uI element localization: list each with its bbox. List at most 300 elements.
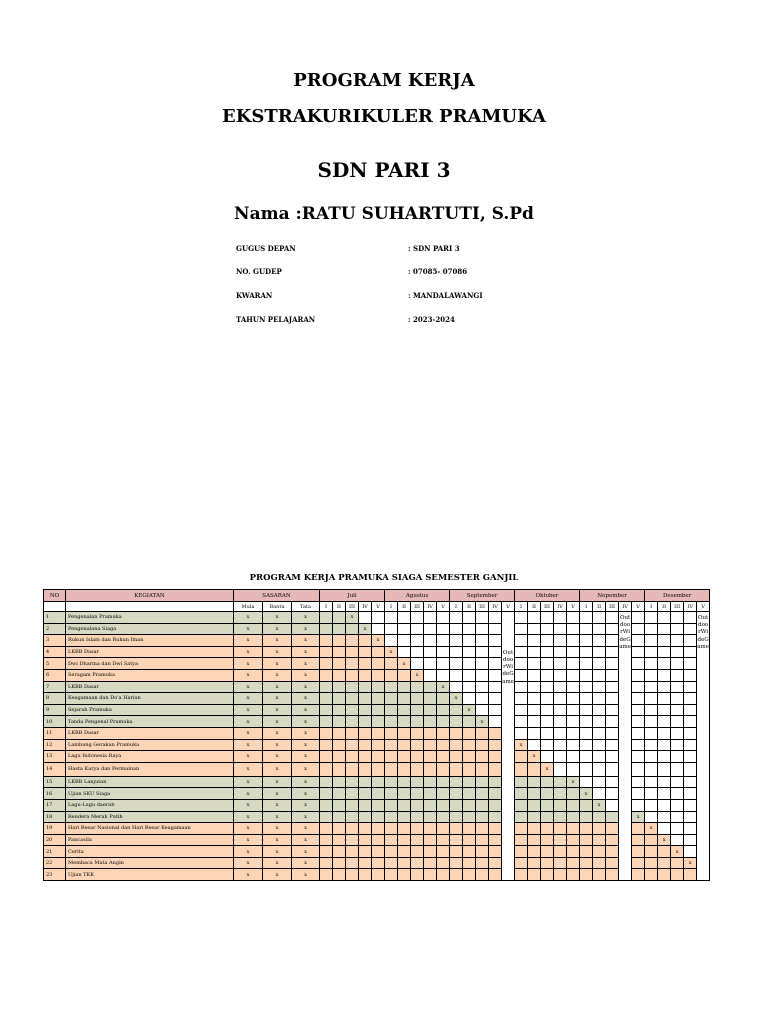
week-cell	[632, 869, 645, 881]
week-cell	[593, 612, 606, 624]
table-row	[44, 776, 710, 788]
week-cell	[541, 857, 554, 869]
row-target-mark: x	[292, 846, 320, 858]
week-cell	[658, 799, 671, 811]
week-cell	[333, 658, 346, 670]
row-target-mark: x	[234, 788, 263, 800]
week-cell	[645, 669, 658, 681]
week-cell	[411, 799, 424, 811]
week-cell	[398, 612, 411, 624]
row-target-mark: x	[263, 669, 292, 681]
table-row	[44, 646, 710, 658]
week-cell	[671, 681, 684, 693]
week-cell	[671, 646, 684, 658]
row-target-mark: x	[263, 635, 292, 647]
week-cell	[606, 799, 619, 811]
row-number: 8	[44, 693, 66, 705]
week-cell	[450, 834, 463, 846]
week-cell	[450, 869, 463, 881]
row-target-mark: x	[234, 846, 263, 858]
header-month: Agustus	[385, 590, 450, 602]
week-mark: x	[346, 612, 359, 624]
week-cell	[333, 646, 346, 658]
row-target-mark: x	[234, 623, 263, 635]
week-cell	[359, 635, 372, 647]
row-number: 21	[44, 846, 66, 858]
week-cell	[320, 834, 333, 846]
week-cell	[580, 681, 593, 693]
week-cell	[359, 823, 372, 835]
week-cell	[385, 635, 398, 647]
week-cell	[528, 681, 541, 693]
week-cell	[372, 857, 385, 869]
header-week: I	[645, 602, 658, 612]
row-activity: Lambang Gerakan Pramuka	[66, 739, 234, 751]
week-cell	[333, 681, 346, 693]
row-activity: Membaca Mata Angin	[66, 857, 234, 869]
week-cell	[346, 669, 359, 681]
week-cell	[515, 646, 528, 658]
week-cell	[554, 623, 567, 635]
week-cell	[359, 788, 372, 800]
week-cell	[424, 846, 437, 858]
table-row	[44, 612, 710, 624]
week-cell	[437, 693, 450, 705]
week-cell	[372, 776, 385, 788]
week-cell	[333, 869, 346, 881]
week-cell	[385, 739, 398, 751]
week-cell	[424, 823, 437, 835]
week-cell	[528, 727, 541, 739]
week-cell	[593, 716, 606, 728]
header-month: September	[450, 590, 515, 602]
week-cell	[528, 669, 541, 681]
week-cell	[320, 623, 333, 635]
week-cell	[476, 623, 489, 635]
week-cell	[554, 727, 567, 739]
week-cell	[541, 669, 554, 681]
row-number: 20	[44, 834, 66, 846]
week-cell	[645, 693, 658, 705]
row-target-mark: x	[263, 788, 292, 800]
week-cell	[671, 669, 684, 681]
week-cell	[385, 623, 398, 635]
week-cell	[671, 762, 684, 776]
row-target-mark: x	[292, 776, 320, 788]
week-cell	[528, 799, 541, 811]
week-cell	[320, 751, 333, 763]
week-cell	[489, 635, 502, 647]
week-cell	[385, 869, 398, 881]
table-row	[44, 811, 710, 823]
week-cell	[398, 776, 411, 788]
week-cell	[320, 869, 333, 881]
table-row	[44, 799, 710, 811]
week-cell	[632, 727, 645, 739]
header-week: IV	[684, 602, 697, 612]
week-cell	[346, 811, 359, 823]
week-cell	[372, 704, 385, 716]
week-cell	[515, 811, 528, 823]
row-target-mark: x	[234, 751, 263, 763]
row-target-mark: x	[263, 658, 292, 670]
week-cell	[437, 623, 450, 635]
week-cell	[632, 823, 645, 835]
header-week: II	[398, 602, 411, 612]
week-cell	[346, 846, 359, 858]
header-week: III	[411, 602, 424, 612]
week-cell	[437, 612, 450, 624]
week-cell	[554, 811, 567, 823]
week-cell	[567, 704, 580, 716]
week-cell	[567, 693, 580, 705]
row-activity: LKBB Lanjutan	[66, 776, 234, 788]
week-cell	[580, 727, 593, 739]
week-cell	[359, 869, 372, 881]
week-cell	[320, 762, 333, 776]
week-cell	[450, 762, 463, 776]
week-cell	[658, 727, 671, 739]
week-cell	[333, 751, 346, 763]
program-table	[43, 589, 710, 881]
week-cell	[333, 823, 346, 835]
week-cell	[463, 869, 476, 881]
week-cell	[541, 751, 554, 763]
week-cell	[450, 776, 463, 788]
week-cell	[580, 857, 593, 869]
week-cell	[333, 693, 346, 705]
week-cell	[567, 834, 580, 846]
week-cell	[658, 693, 671, 705]
week-cell	[658, 823, 671, 835]
row-target-mark: x	[292, 635, 320, 647]
week-cell	[476, 693, 489, 705]
week-cell	[424, 788, 437, 800]
week-cell	[398, 623, 411, 635]
row-target-mark: x	[234, 799, 263, 811]
week-cell	[411, 681, 424, 693]
week-cell	[476, 776, 489, 788]
header-target-sub: Tata	[292, 602, 320, 612]
row-number: 5	[44, 658, 66, 670]
week-cell	[658, 751, 671, 763]
week-cell	[372, 727, 385, 739]
table-row	[44, 846, 710, 858]
row-target-mark: x	[292, 612, 320, 624]
table-row	[44, 823, 710, 835]
week-cell	[606, 846, 619, 858]
week-cell	[554, 716, 567, 728]
week-cell	[476, 811, 489, 823]
week-cell	[463, 751, 476, 763]
header-week: II	[463, 602, 476, 612]
week-cell	[320, 727, 333, 739]
week-cell	[346, 776, 359, 788]
week-cell	[645, 776, 658, 788]
week-cell	[320, 681, 333, 693]
week-cell	[333, 612, 346, 624]
week-cell	[450, 727, 463, 739]
row-number: 4	[44, 646, 66, 658]
row-target-mark: x	[263, 646, 292, 658]
week-cell	[450, 788, 463, 800]
week-cell	[554, 751, 567, 763]
week-cell	[567, 727, 580, 739]
week-cell	[684, 788, 697, 800]
week-cell	[593, 823, 606, 835]
week-cell	[593, 646, 606, 658]
week-cell	[515, 846, 528, 858]
week-cell	[463, 762, 476, 776]
week-cell	[580, 635, 593, 647]
week-cell	[411, 823, 424, 835]
row-target-mark: x	[263, 716, 292, 728]
week-cell	[463, 846, 476, 858]
week-cell	[411, 612, 424, 624]
week-cell	[450, 669, 463, 681]
week-cell	[424, 869, 437, 881]
week-cell	[671, 658, 684, 670]
row-number: 9	[44, 704, 66, 716]
week-cell	[606, 681, 619, 693]
week-cell	[385, 658, 398, 670]
week-cell	[411, 788, 424, 800]
week-cell	[567, 823, 580, 835]
week-cell	[671, 623, 684, 635]
week-cell	[593, 788, 606, 800]
week-cell	[398, 669, 411, 681]
week-cell	[593, 857, 606, 869]
week-cell	[346, 646, 359, 658]
week-cell	[463, 834, 476, 846]
week-cell	[385, 834, 398, 846]
table-row	[44, 751, 710, 763]
week-cell	[606, 869, 619, 881]
week-cell	[580, 834, 593, 846]
week-cell	[359, 857, 372, 869]
week-cell	[541, 727, 554, 739]
week-cell	[424, 834, 437, 846]
week-cell	[632, 635, 645, 647]
row-number: 18	[44, 811, 66, 823]
week-cell	[437, 857, 450, 869]
week-cell	[489, 857, 502, 869]
week-cell	[515, 704, 528, 716]
week-cell	[645, 788, 658, 800]
week-cell	[463, 788, 476, 800]
row-target-mark: x	[234, 646, 263, 658]
week-cell	[476, 799, 489, 811]
row-target-mark: x	[234, 716, 263, 728]
week-cell	[398, 834, 411, 846]
row-activity: Pengenalan Pramuka	[66, 612, 234, 624]
week-cell	[580, 646, 593, 658]
week-cell	[580, 658, 593, 670]
header-week: IV	[359, 602, 372, 612]
row-target-mark: x	[234, 811, 263, 823]
week-cell	[684, 623, 697, 635]
table-row	[44, 704, 710, 716]
week-cell	[658, 635, 671, 647]
row-activity: Keagamaan dan Do'a Harian	[66, 693, 234, 705]
week-cell	[632, 751, 645, 763]
info-block	[236, 244, 536, 334]
week-cell	[554, 846, 567, 858]
week-cell	[359, 811, 372, 823]
week-cell	[333, 788, 346, 800]
header-week: I	[385, 602, 398, 612]
week-cell	[645, 799, 658, 811]
row-activity: Ujian SKU Siaga	[66, 788, 234, 800]
table-row	[44, 739, 710, 751]
week-cell	[541, 635, 554, 647]
week-cell	[554, 776, 567, 788]
week-cell	[476, 635, 489, 647]
week-cell	[515, 762, 528, 776]
week-cell	[437, 716, 450, 728]
week-cell	[515, 751, 528, 763]
week-cell	[632, 846, 645, 858]
week-cell	[554, 704, 567, 716]
week-cell	[528, 704, 541, 716]
week-cell	[528, 693, 541, 705]
week-cell	[372, 869, 385, 881]
week-cell	[541, 658, 554, 670]
week-cell	[684, 739, 697, 751]
week-cell	[346, 681, 359, 693]
week-cell	[632, 799, 645, 811]
week-mark: x	[398, 658, 411, 670]
week-cell	[346, 739, 359, 751]
week-cell	[372, 834, 385, 846]
week-cell	[593, 834, 606, 846]
week-cell	[437, 799, 450, 811]
week-cell	[346, 869, 359, 881]
row-activity: Rukun Islam dan Rukun Iman	[66, 635, 234, 647]
week-cell	[554, 658, 567, 670]
week-cell	[567, 811, 580, 823]
table-row	[44, 693, 710, 705]
week-cell	[385, 727, 398, 739]
row-target-mark: x	[234, 762, 263, 776]
week-cell	[528, 823, 541, 835]
week-cell	[554, 635, 567, 647]
week-cell	[593, 776, 606, 788]
week-cell	[437, 762, 450, 776]
week-cell	[320, 811, 333, 823]
week-cell	[411, 776, 424, 788]
week-cell	[359, 846, 372, 858]
table-row	[44, 788, 710, 800]
week-cell	[333, 716, 346, 728]
week-cell	[346, 635, 359, 647]
week-cell	[411, 646, 424, 658]
week-cell	[489, 669, 502, 681]
week-cell	[684, 669, 697, 681]
info-label: KWARAN	[236, 291, 273, 300]
row-activity: Hari Besar Nasional dan Hari Besar Keagamaan	[66, 823, 234, 835]
week-cell	[554, 857, 567, 869]
info-value: : MANDALAWANGI	[408, 291, 483, 300]
week-mark: x	[411, 669, 424, 681]
week-cell	[437, 788, 450, 800]
week-cell	[450, 846, 463, 858]
week-mark: x	[476, 716, 489, 728]
week-cell	[645, 739, 658, 751]
week-cell	[671, 776, 684, 788]
row-target-mark: x	[263, 823, 292, 835]
week-cell	[398, 704, 411, 716]
week-cell	[554, 681, 567, 693]
week-cell	[437, 658, 450, 670]
title-line-2: EKSTRAKURIKULER PRAMUKA	[221, 106, 547, 127]
header-week: V	[502, 602, 515, 612]
week-cell	[528, 869, 541, 881]
week-cell	[424, 716, 437, 728]
week-cell	[398, 869, 411, 881]
week-cell	[463, 612, 476, 624]
week-cell	[593, 704, 606, 716]
row-target-mark: x	[263, 623, 292, 635]
week-cell	[593, 623, 606, 635]
week-cell	[346, 704, 359, 716]
week-mark: x	[372, 635, 385, 647]
week-cell	[398, 799, 411, 811]
week-cell	[489, 788, 502, 800]
week-cell	[463, 669, 476, 681]
week-cell	[632, 681, 645, 693]
week-cell	[671, 869, 684, 881]
week-cell	[567, 623, 580, 635]
week-cell	[528, 788, 541, 800]
week-cell	[684, 751, 697, 763]
week-cell	[372, 716, 385, 728]
week-cell	[320, 739, 333, 751]
week-cell	[632, 788, 645, 800]
row-target-mark: x	[292, 869, 320, 881]
row-target-mark: x	[292, 857, 320, 869]
week-cell	[346, 823, 359, 835]
row-activity: LKBB Dasar	[66, 681, 234, 693]
week-cell	[372, 811, 385, 823]
week-cell	[476, 823, 489, 835]
week-cell	[671, 811, 684, 823]
week-cell	[333, 727, 346, 739]
week-cell	[424, 776, 437, 788]
week-cell	[515, 669, 528, 681]
week-cell	[398, 762, 411, 776]
header-target-sub: Bantu	[263, 602, 292, 612]
week-cell	[320, 823, 333, 835]
week-cell	[450, 681, 463, 693]
row-number: 12	[44, 739, 66, 751]
week-cell	[593, 727, 606, 739]
header-week: II	[593, 602, 606, 612]
week-cell	[541, 623, 554, 635]
week-cell	[606, 788, 619, 800]
week-cell	[528, 811, 541, 823]
week-cell	[411, 658, 424, 670]
week-cell	[359, 799, 372, 811]
week-cell	[424, 799, 437, 811]
week-cell	[658, 704, 671, 716]
week-cell	[671, 834, 684, 846]
row-target-mark: x	[292, 739, 320, 751]
week-cell	[658, 788, 671, 800]
week-cell	[684, 776, 697, 788]
week-cell	[528, 834, 541, 846]
week-mark: x	[671, 846, 684, 858]
